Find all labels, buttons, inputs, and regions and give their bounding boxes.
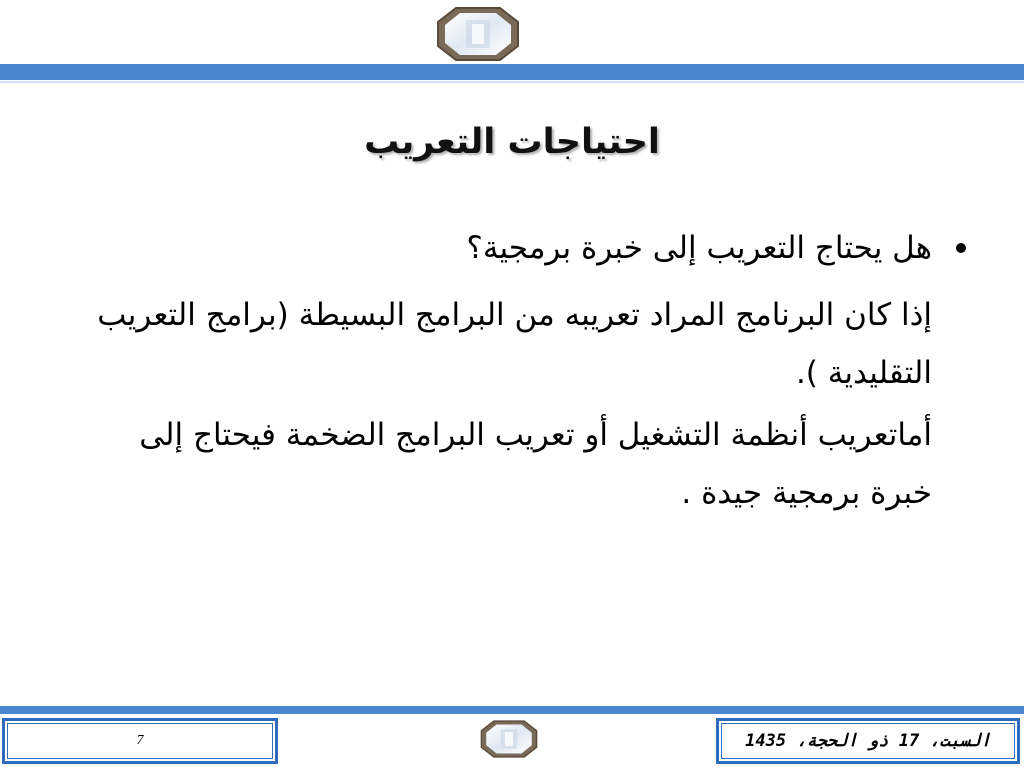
header-rule — [0, 64, 1024, 80]
paragraph-large-programs: أماتعريب أنظمة التشغيل أو تعريب البرامج الضخمة فيحتاج إلى خبرة برمجية جيدة . — [139, 417, 932, 511]
octagon-emblem-icon — [436, 6, 520, 62]
date-box — [716, 718, 1020, 764]
paragraph-simple-programs: إذا كان البرنامج المراد تعريبه من البرامج البسيطة (برامج التعريب التقليدية ). — [97, 297, 932, 391]
footer-date: السبت، 17 ذو الحجة، 1435 — [745, 731, 991, 751]
header-rule-highlight — [0, 81, 1024, 83]
bullet-text: هل يحتاج التعريب إلى خبرة برمجية؟ — [466, 230, 932, 266]
footer-rule — [0, 706, 1024, 714]
bullet-item — [82, 226, 972, 270]
slide-body — [82, 226, 972, 526]
slide-title: احتياجات التعريب — [364, 122, 660, 162]
page-number: 7 — [136, 733, 144, 748]
bullet-icon — [956, 243, 966, 253]
page-number-box — [2, 718, 278, 764]
octagon-emblem-icon — [480, 716, 538, 762]
